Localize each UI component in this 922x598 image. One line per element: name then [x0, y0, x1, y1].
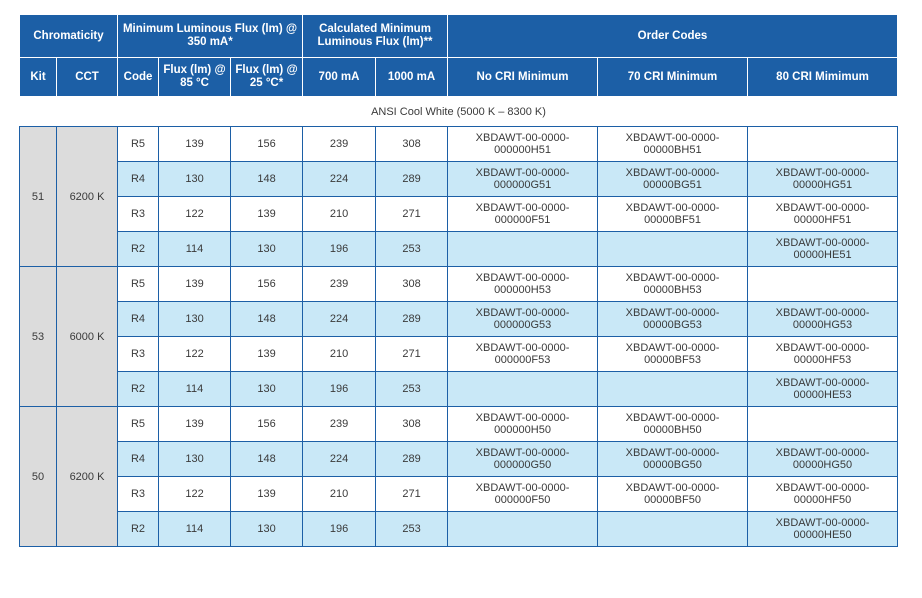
- header-flux-25: Flux (lm) @ 25 °C*: [231, 58, 303, 97]
- header-flux-85: Flux (lm) @ 85 °C: [159, 58, 231, 97]
- table-row: [20, 302, 898, 337]
- order-codes-table: [19, 14, 898, 547]
- table-row: [20, 127, 898, 162]
- kit-cell: 50: [20, 407, 57, 547]
- cri80-code-cell: XBDAWT-00-0000-00000HG53: [748, 302, 898, 337]
- flux-85-cell: 122: [159, 197, 231, 232]
- table-row: [20, 407, 898, 442]
- order-codes-table-wrapper: [19, 14, 897, 547]
- flux-85-cell: 130: [159, 442, 231, 477]
- header-no-cri: No CRI Minimum: [448, 58, 598, 97]
- flux-25-cell: 130: [231, 372, 303, 407]
- flux-25-cell: 156: [231, 267, 303, 302]
- table-body: [20, 97, 898, 547]
- flux-85-cell: 114: [159, 372, 231, 407]
- cri80-code-cell: XBDAWT-00-0000-00000HF50: [748, 477, 898, 512]
- cri70-code-cell: XBDAWT-00-0000-00000BH50: [598, 407, 748, 442]
- flux-700ma-cell: 210: [303, 197, 376, 232]
- flux-25-cell: 156: [231, 127, 303, 162]
- no-cri-code-cell: XBDAWT-00-0000-000000F51: [448, 197, 598, 232]
- cct-cell: 6000 K: [57, 267, 118, 407]
- kit-cell: 51: [20, 127, 57, 267]
- cri80-code-cell: XBDAWT-00-0000-00000HE51: [748, 232, 898, 267]
- flux-85-cell: 130: [159, 302, 231, 337]
- header-kit: Kit: [20, 58, 57, 97]
- cct-cell: 6200 K: [57, 127, 118, 267]
- cri80-code-cell: XBDAWT-00-0000-00000HE50: [748, 512, 898, 547]
- flux-25-cell: 139: [231, 337, 303, 372]
- flux-1000ma-cell: 289: [376, 302, 448, 337]
- flux-85-cell: 114: [159, 512, 231, 547]
- flux-700ma-cell: 224: [303, 162, 376, 197]
- cri70-code-cell: [598, 512, 748, 547]
- header-80-cri: 80 CRI Mimimum: [748, 58, 898, 97]
- flux-85-cell: 139: [159, 407, 231, 442]
- flux-1000ma-cell: 308: [376, 407, 448, 442]
- header-chromaticity: Chromaticity: [20, 15, 118, 58]
- code-cell: R4: [118, 442, 159, 477]
- code-cell: R2: [118, 512, 159, 547]
- header-min-flux: Minimum Luminous Flux (lm) @ 350 mA*: [118, 15, 303, 58]
- cri70-code-cell: XBDAWT-00-0000-00000BH53: [598, 267, 748, 302]
- flux-25-cell: 139: [231, 477, 303, 512]
- flux-85-cell: 122: [159, 337, 231, 372]
- cri70-code-cell: XBDAWT-00-0000-00000BG50: [598, 442, 748, 477]
- code-cell: R3: [118, 197, 159, 232]
- header-1000ma: 1000 mA: [376, 58, 448, 97]
- flux-1000ma-cell: 253: [376, 232, 448, 267]
- flux-1000ma-cell: 253: [376, 372, 448, 407]
- cri80-code-cell: XBDAWT-00-0000-00000HG51: [748, 162, 898, 197]
- flux-25-cell: 130: [231, 232, 303, 267]
- no-cri-code-cell: XBDAWT-00-0000-000000G51: [448, 162, 598, 197]
- header-700ma: 700 mA: [303, 58, 376, 97]
- cri70-code-cell: XBDAWT-00-0000-00000BG51: [598, 162, 748, 197]
- no-cri-code-cell: XBDAWT-00-0000-000000H50: [448, 407, 598, 442]
- table-row: [20, 512, 898, 547]
- flux-1000ma-cell: 308: [376, 127, 448, 162]
- flux-700ma-cell: 239: [303, 267, 376, 302]
- no-cri-code-cell: XBDAWT-00-0000-000000G50: [448, 442, 598, 477]
- cri70-code-cell: XBDAWT-00-0000-00000BF51: [598, 197, 748, 232]
- cri70-code-cell: [598, 372, 748, 407]
- table-row: [20, 477, 898, 512]
- cct-cell: 6200 K: [57, 407, 118, 547]
- flux-85-cell: 114: [159, 232, 231, 267]
- table-row: [20, 197, 898, 232]
- flux-700ma-cell: 239: [303, 407, 376, 442]
- code-cell: R5: [118, 407, 159, 442]
- no-cri-code-cell: XBDAWT-00-0000-000000F50: [448, 477, 598, 512]
- flux-1000ma-cell: 289: [376, 442, 448, 477]
- cri70-code-cell: XBDAWT-00-0000-00000BF53: [598, 337, 748, 372]
- flux-85-cell: 139: [159, 267, 231, 302]
- no-cri-code-cell: XBDAWT-00-0000-000000G53: [448, 302, 598, 337]
- table-row: [20, 162, 898, 197]
- header-order-codes: Order Codes: [448, 15, 898, 58]
- flux-700ma-cell: 224: [303, 442, 376, 477]
- flux-25-cell: 130: [231, 512, 303, 547]
- flux-25-cell: 148: [231, 442, 303, 477]
- flux-700ma-cell: 210: [303, 477, 376, 512]
- table-row: [20, 372, 898, 407]
- no-cri-code-cell: XBDAWT-00-0000-000000H51: [448, 127, 598, 162]
- no-cri-code-cell: [448, 232, 598, 267]
- flux-1000ma-cell: 253: [376, 512, 448, 547]
- code-cell: R4: [118, 302, 159, 337]
- code-cell: R4: [118, 162, 159, 197]
- code-cell: R5: [118, 267, 159, 302]
- cri80-code-cell: XBDAWT-00-0000-00000HF51: [748, 197, 898, 232]
- flux-700ma-cell: 196: [303, 232, 376, 267]
- code-cell: R3: [118, 337, 159, 372]
- flux-1000ma-cell: 271: [376, 197, 448, 232]
- code-cell: R5: [118, 127, 159, 162]
- flux-700ma-cell: 196: [303, 372, 376, 407]
- header-calc-flux: Calculated Minimum Luminous Flux (lm)**: [303, 15, 448, 58]
- flux-1000ma-cell: 308: [376, 267, 448, 302]
- flux-1000ma-cell: 271: [376, 337, 448, 372]
- cri70-code-cell: [598, 232, 748, 267]
- flux-25-cell: 156: [231, 407, 303, 442]
- flux-700ma-cell: 196: [303, 512, 376, 547]
- header-70-cri: 70 CRI Minimum: [598, 58, 748, 97]
- table-row: [20, 232, 898, 267]
- cri80-code-cell: XBDAWT-00-0000-00000HG50: [748, 442, 898, 477]
- section-title: ANSI Cool White (5000 K – 8300 K): [20, 97, 898, 127]
- no-cri-code-cell: [448, 372, 598, 407]
- flux-85-cell: 139: [159, 127, 231, 162]
- flux-85-cell: 122: [159, 477, 231, 512]
- flux-1000ma-cell: 289: [376, 162, 448, 197]
- table-row: [20, 337, 898, 372]
- flux-700ma-cell: 210: [303, 337, 376, 372]
- table-row: [20, 442, 898, 477]
- code-cell: R3: [118, 477, 159, 512]
- cri80-code-cell: [748, 407, 898, 442]
- cri70-code-cell: XBDAWT-00-0000-00000BF50: [598, 477, 748, 512]
- kit-cell: 53: [20, 267, 57, 407]
- cri80-code-cell: [748, 267, 898, 302]
- no-cri-code-cell: XBDAWT-00-0000-000000H53: [448, 267, 598, 302]
- flux-25-cell: 148: [231, 302, 303, 337]
- flux-700ma-cell: 224: [303, 302, 376, 337]
- code-cell: R2: [118, 372, 159, 407]
- cri80-code-cell: XBDAWT-00-0000-00000HE53: [748, 372, 898, 407]
- table-header: [20, 15, 898, 97]
- code-cell: R2: [118, 232, 159, 267]
- cri70-code-cell: XBDAWT-00-0000-00000BH51: [598, 127, 748, 162]
- flux-700ma-cell: 239: [303, 127, 376, 162]
- flux-85-cell: 130: [159, 162, 231, 197]
- no-cri-code-cell: [448, 512, 598, 547]
- no-cri-code-cell: XBDAWT-00-0000-000000F53: [448, 337, 598, 372]
- flux-1000ma-cell: 271: [376, 477, 448, 512]
- cri80-code-cell: XBDAWT-00-0000-00000HF53: [748, 337, 898, 372]
- cri80-code-cell: [748, 127, 898, 162]
- flux-25-cell: 139: [231, 197, 303, 232]
- header-cct: CCT: [57, 58, 118, 97]
- cri70-code-cell: XBDAWT-00-0000-00000BG53: [598, 302, 748, 337]
- table-row: [20, 267, 898, 302]
- flux-25-cell: 148: [231, 162, 303, 197]
- header-code: Code: [118, 58, 159, 97]
